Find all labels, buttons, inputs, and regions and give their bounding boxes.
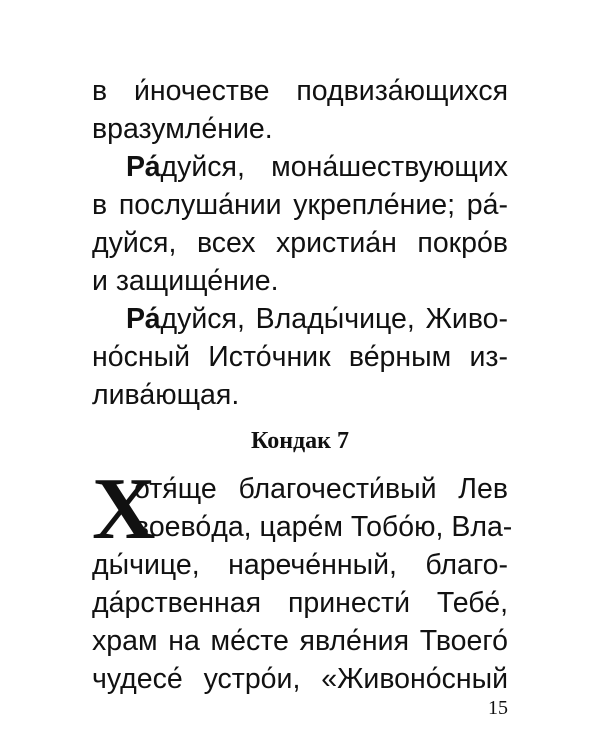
paragraph-radujsya-2: [92, 300, 508, 414]
section-heading: Кондак 7: [250, 428, 349, 454]
text-line-rest: дуйся, мона́шествующих: [160, 151, 508, 183]
page-number: 15: [488, 697, 508, 719]
text-line: в послуша́нии укрепле́ние; ра́-: [92, 189, 508, 221]
text-line: ды́чице, нарече́нный, благо-: [92, 549, 508, 581]
drop-cap: Х: [92, 461, 156, 558]
text-line: но́сный Исто́чник ве́рным из-: [92, 341, 508, 373]
text-line: храм на ме́сте явле́ния Твоего́: [92, 625, 508, 657]
bold-initial: Ра́: [126, 151, 161, 183]
page-content: [92, 72, 513, 695]
text-line: и защище́ние.: [92, 265, 279, 297]
bold-initial: Ра́: [126, 303, 161, 335]
text-line: [92, 148, 508, 186]
text-line: вразумле́ние.: [92, 113, 273, 145]
text-line-rest: дуйся, Влады́чице, Живо-: [160, 303, 508, 335]
paragraph-continuation: [92, 72, 508, 148]
text-line: да́рственная принести́ Тебе́,: [92, 587, 508, 619]
kontak-text: [92, 461, 513, 698]
paragraph-radujsya-1: [92, 148, 508, 300]
text-line: лива́ющая.: [92, 379, 240, 411]
text-line: чудесе́ устро́и, «Живоно́сный: [92, 663, 508, 695]
text-line: в и́ночестве подвиза́ющихся: [92, 75, 508, 107]
text-line: дуйся, всех христиа́н покро́в: [92, 227, 508, 259]
text-line: воево́да, царе́м Тобо́ю, Вла-: [134, 511, 513, 543]
text-line: [92, 300, 508, 338]
text-line: отя́ще благочести́вый Лев: [134, 473, 508, 505]
